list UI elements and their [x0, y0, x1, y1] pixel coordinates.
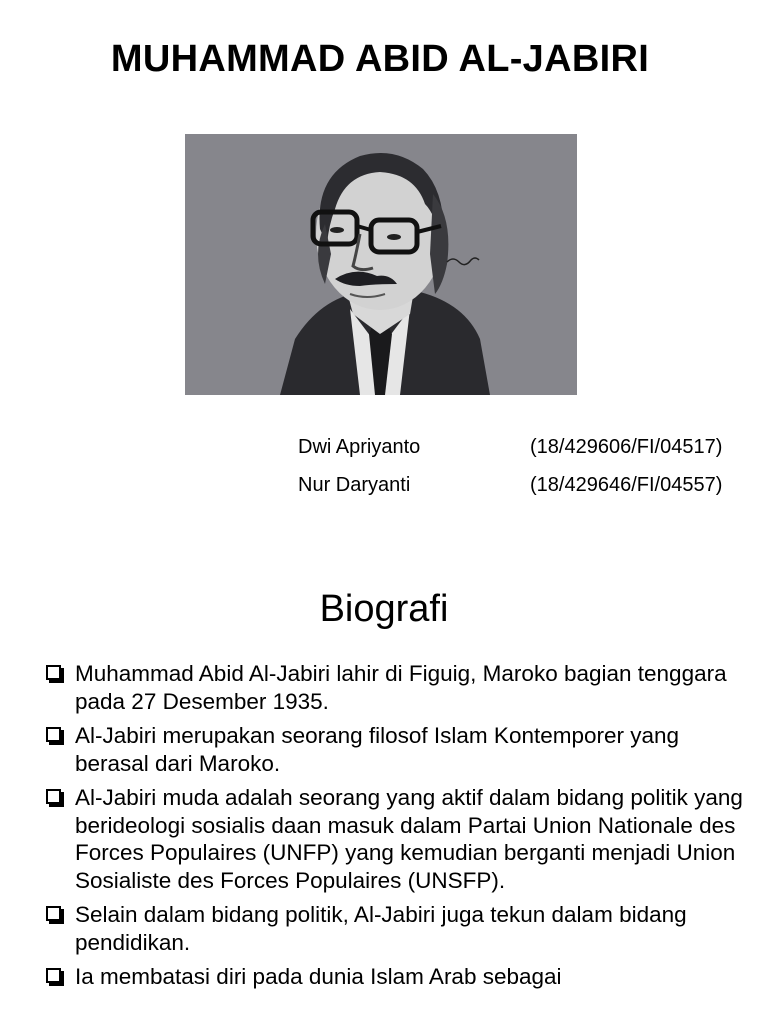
list-item [46, 784, 746, 894]
checkbox-bullet-icon [46, 968, 61, 983]
list-item [46, 660, 746, 715]
author-list [298, 432, 768, 508]
section-title: Biografi [319, 588, 449, 630]
author-row [298, 432, 768, 470]
bullet-text: Ia membatasi diri pada dunia Islam Arab sebagai [75, 964, 562, 989]
list-item [46, 963, 746, 991]
checkbox-bullet-icon [46, 789, 61, 804]
bullet-text: Al-Jabiri muda adalah seorang yang aktif dalam bidang politik yang berideologi sosialis daan masuk dalam Partai Union Nationale des Forces Populaires (UNFP) yang kemudian berganti menjadi Union Sosialiste des Forces Populaires (UNSFP). [75, 785, 743, 893]
author-student-id: (18/429606/FI/04517) [530, 436, 723, 458]
author-name: Dwi Apriyanto [298, 436, 421, 458]
checkbox-bullet-icon [46, 906, 61, 921]
list-item [46, 901, 746, 956]
checkbox-bullet-icon [46, 727, 61, 742]
bullet-list [46, 660, 746, 998]
portrait-image [185, 134, 577, 395]
bullet-text: Muhammad Abid Al-Jabiri lahir di Figuig, Maroko bagian tenggara pada 27 Desember 1935. [75, 661, 727, 714]
checkbox-bullet-icon [46, 665, 61, 680]
slide-title: MUHAMMAD ABID AL-JABIRI [110, 38, 650, 80]
author-name: Nur Daryanti [298, 474, 411, 496]
bullet-text: Selain dalam bidang politik, Al-Jabiri juga tekun dalam bidang pendidikan. [75, 902, 687, 955]
author-student-id: (18/429646/FI/04557) [530, 474, 723, 496]
bullet-text: Al-Jabiri merupakan seorang filosof Islam Kontemporer yang berasal dari Maroko. [75, 723, 680, 776]
list-item [46, 722, 746, 777]
biography-slide [0, 570, 768, 1024]
author-row [298, 470, 768, 508]
